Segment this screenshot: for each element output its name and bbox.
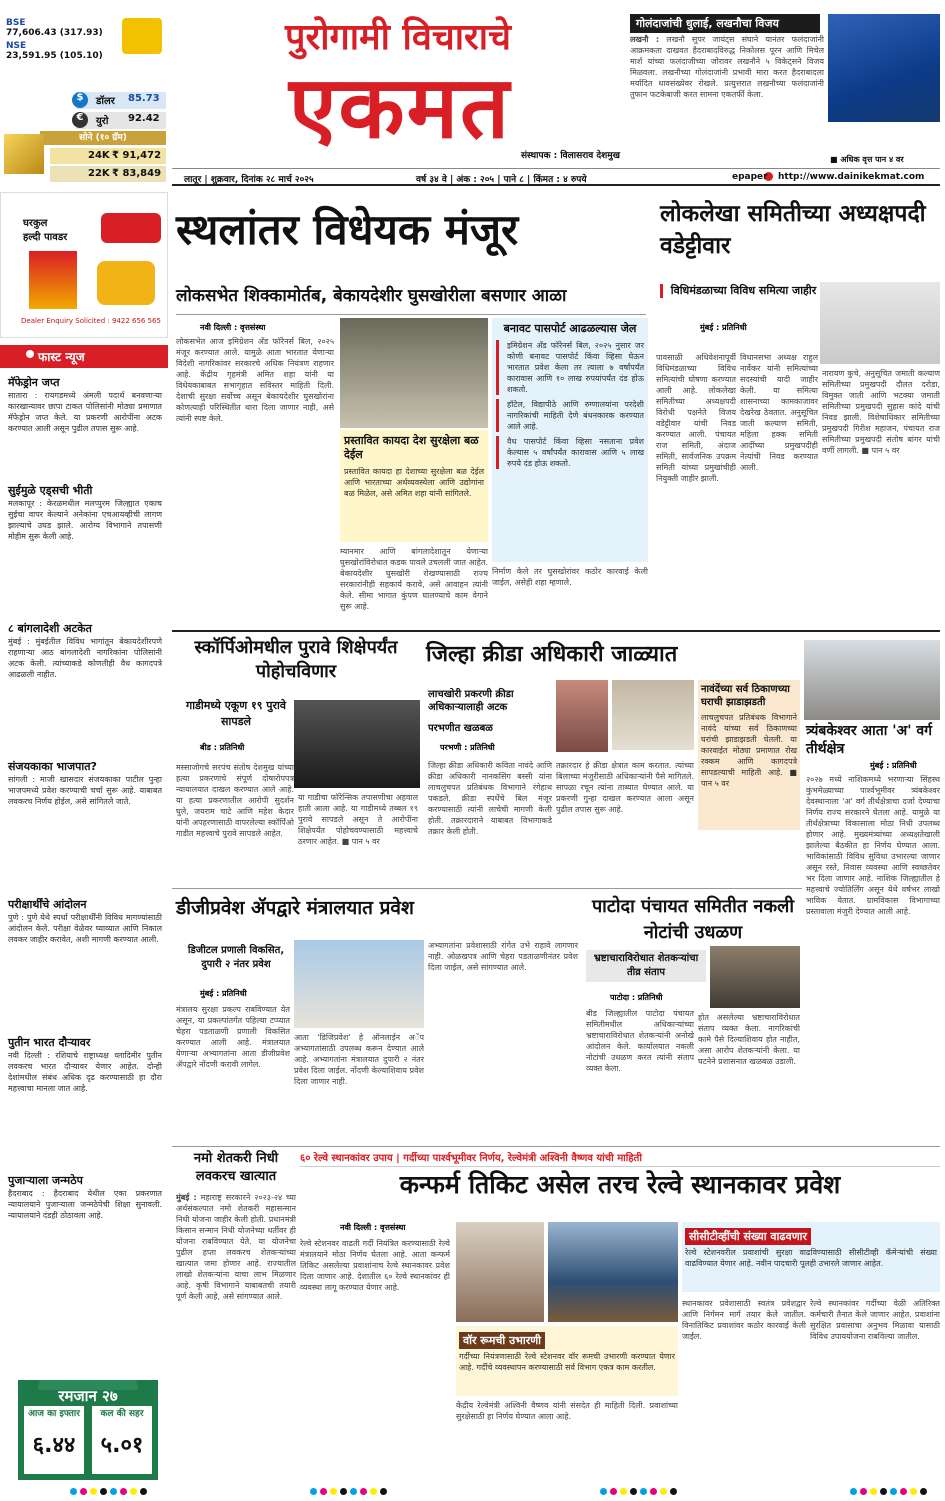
- digipravesh-subhead: डिजीटल प्रणाली विकसित, दुपारी २ नंतर प्रवेश: [187, 945, 285, 970]
- website-link[interactable]: http://www.dainikekmat.com: [778, 172, 925, 182]
- vadettiwar-col-1: पावसाळी अधिवेशनापूर्वी विधिमंडळाच्या विविध समित्यांची घोषणा करण्यात आली आहे. लोकलेखा समितीच्या अध्यक्षपदी विरोधी पक्षनेते विजय वडेट्टीवार यांची निवड करण्यात आली. पंचायत राज समिती, अंदाज समिती, सार्वजनिक उपक्रम समिती यांच्या प्रमुखांचीही नियुक्ती जाहीर झाली.: [656, 353, 736, 483]
- registration-dot: [90, 1488, 97, 1495]
- pm-kisan-byline: मुंबई :: [176, 1193, 197, 1202]
- krida-box-title: नावंदेंच्या सर्व ठिकाणच्या घराची झाडाझडती: [701, 684, 790, 708]
- krida-col-2: तक्रारदार हे क्रीडा क्षेत्रात काम करतात. त्यांच्या बिलाच्या मंजुरीसाठी अधिकाऱ्यांनी पैसे मागितले. सापळा रचून त्यांना ताब्यात घेण्यात आले. या प्रकरणी गुन्हा दाखल करण्यात आला असून पुढील तपास सुरू आहे.: [556, 761, 694, 814]
- registration-dot: [360, 1488, 367, 1495]
- train-photo: [548, 1222, 678, 1322]
- fast-news-heading: संजयकाका भाजपात?: [8, 760, 97, 773]
- passport-title: बनावट पासपोर्ट आढळल्यास जेल: [503, 322, 637, 335]
- fast-news-heading: ८ बांगलादेशी अटकेत: [8, 622, 92, 635]
- fast-news: [0, 345, 168, 1363]
- gold-22-label: 22K: [88, 168, 110, 179]
- registration-dot: [650, 1488, 657, 1495]
- lead-headline: स्थलांतर विधेयक मंजूर: [176, 205, 519, 254]
- war-room-box: [456, 1326, 678, 1396]
- railway-strip: ६० रेल्वे स्थानकांवर उपाय | गर्दीच्या पार्श्वभूमीवर निर्णय, रेल्वेमंत्री अश्विनी वैष्णव यांची माहिती: [300, 1150, 940, 1167]
- fast-news-text: मुंबई : मुंबईतील विविध भागांतून बेकायदेशीरपणे राहणाऱ्या आठ बांगलादेशी नागरिकांना पोलिसांनी अटक केली. त्यांच्याकडे कोणतीही वैध कागदपत्रे आढळली नाहीत.: [8, 637, 162, 679]
- registration-dot: [900, 1488, 907, 1495]
- passport-points: [496, 340, 644, 469]
- registration-dot: [140, 1488, 147, 1495]
- registration-dot: [860, 1488, 867, 1495]
- passport-point: इमिग्रेशन अँड फॉरेनर्स बिल, २०२५ नुसार जर कोणी बनावट पासपोर्ट किंवा व्हिसा घेऊन भारतात प्रवेश केला तर त्याला ७ वर्षांपर्यंत कारावास आणि १० लाख रुपयांपर्यंत दंड होऊ शकतो.: [496, 340, 644, 395]
- edition-date: लातूर | शुक्रवार, दिनांक २८ मार्च २०२५: [184, 175, 314, 185]
- top-story-dateline: लखनौ :: [630, 35, 660, 44]
- top-story-title: गोलंदाजांची धुलाई, लखनौचा विजय: [630, 14, 820, 33]
- sehri-time: ५.०१: [100, 1433, 144, 1458]
- registration-dot: [640, 1488, 647, 1495]
- registration-dot: [670, 1488, 677, 1495]
- patoda-subhead: भ्रष्टाचाराविरोधात शेतकऱ्यांचा तीव्र संताप: [586, 950, 706, 982]
- lead-byline: नवी दिल्ली : वृत्तसंस्था: [200, 323, 266, 332]
- registration-dot: [310, 1488, 317, 1495]
- digipravesh-headline: डीजीप्रवेश ॲपद्वारे मंत्रालयात प्रवेश: [176, 897, 414, 919]
- dollar-value: 85.73: [128, 93, 160, 104]
- cctv-box: [682, 1222, 940, 1292]
- krida-photo-house: [612, 680, 694, 750]
- dollar-label: डॉलर: [96, 96, 115, 107]
- patoda-headline: पाटोदा पंचायत समितीत नकली नोटांची उधळण: [591, 896, 795, 943]
- ramzan-box: [18, 1380, 158, 1480]
- registration-dot: [880, 1488, 887, 1495]
- registration-dot: [70, 1488, 77, 1495]
- euro-icon: €: [72, 112, 88, 128]
- registration-dot: [850, 1488, 857, 1495]
- digipravesh-col-2: आता 'डिजिप्रवेश' हे ऑनलाईन अॅप अभ्यागतांसाठी उपलब्ध करून देण्यात आले आहे. अभ्यागतांना मंत्रालयात दुपारी २ नंतर प्रवेश दिला जाईल. नोंदणी केल्याशिवाय प्रवेश दिला जाणार नाही.: [294, 1033, 424, 1086]
- war-room-text: गर्दीच्या नियंत्रणासाठी रेल्वे स्टेशनवर वॉर रूमची उभारणी करण्यात येणार आहे. गर्दीचे व्यवस्थापन करण्यासाठी सर्व विभाग एकत्र काम करतील.: [459, 1352, 675, 1372]
- krida-headline: जिल्हा क्रीडा अधिकारी जाळ्यात: [426, 642, 678, 667]
- war-room-head: वॉर रूमची उभारणी: [459, 1332, 545, 1349]
- passport-point: हॉटेल, विद्यापीठे आणि रुग्णालयांना परदेशी नागरिकांची माहिती देणे बंधनकारक करण्यात आले आहे.: [496, 399, 644, 432]
- founder-line: संस्थापक : विलासराव देशमुख: [520, 151, 620, 161]
- vaishnaw-photo: [456, 1222, 544, 1322]
- registration-dot: [320, 1488, 327, 1495]
- railway-col-4: रेल्वे स्थानकांवर गर्दीच्या वेळी अतिरिक्त कर्मचारी तैनात केले जाणार आहेत. प्रवाशांना सुरक्षित प्रवासाचा अनुभव मिळावा यासाठी विविध उपाययोजना राबविल्या जातील.: [810, 1299, 940, 1341]
- digipravesh-col-3: अभ्यागतांना प्रवेशासाठी रांगेत उभे राहावे लागणार नाही. ओळखपत्र आणि चेहरा पडताळणीनंतर प्रवेश दिला जाईल, असे सांगण्यात आले.: [428, 941, 578, 972]
- registration-dot: [80, 1488, 87, 1495]
- vadettiwar-byline: मुंबई : प्रतिनिधी: [700, 323, 747, 332]
- vadettiwar-col-3: नारायण कुचे, अनुसूचित जमाती कल्याण समितीच्या प्रमुखपदी दौलत दरोडा, विमुक्त जाती आणि भटक्या जमाती समितीच्या प्रमुखपदी सुहास कांदे यांची निवड झाली. विशेषाधिकार समितीच्या प्रमुखपदी गिरीश महाजन, पंचायत राज समितीच्या प्रमुखपदी संतोष बांगर यांची वर्णी लागली. ■ पान ५ वर: [822, 369, 940, 455]
- masthead-name: एकमत: [288, 58, 512, 158]
- railway-headline: कन्फर्म तिकिट असेल तरच रेल्वे स्थानकावर प्रवेश: [399, 1170, 841, 1199]
- registration-dot: [330, 1488, 337, 1495]
- photo-caption-head: प्रस्तावित कायदा देश सुरक्षेला बळ देईल: [344, 434, 479, 461]
- registration-dot: [910, 1488, 917, 1495]
- pm-kisan-text: महाराष्ट्र सरकारने २०२३-२४ च्या अर्थसंकल्पात नमो शेतकरी महासन्मान निधी योजना जाहीर केली होती. प्रधानमंत्री किसान सन्मान निधी योजनेच्या धर्तीवर ही योजना राबविण्यात येते. या योजनेचा पुढील हप्ता लवकरच शेतकऱ्यांच्या खात्यात जमा होणार आहे. राज्यातील लाखो शेतकऱ्यांना याचा लाभ मिळणार आहे. कृषी विभागाने याबाबतची तयारी पूर्ण केली आहे, असे सांगण्यात आले.: [176, 1193, 296, 1301]
- krida-byline: परभणी : प्रतिनिधी: [440, 743, 495, 752]
- fast-news-text: हैदराबाद : हैदराबाद येथील एका प्रकरणात न्यायालयाने पुजाऱ्याला जन्मठेपेची शिक्षा सुनावली. न्यायालयाने दंडही ठोठावला आहे.: [8, 1189, 162, 1220]
- passport-box: [492, 318, 648, 562]
- euro-value: 92.42: [128, 113, 160, 124]
- railway-col-1: रेल्वे स्टेशनवर वाढती गर्दी नियंत्रित करण्यासाठी रेल्वे मंत्रालयाने मोठा निर्णय घेतला आहे. आता कन्फर्म तिकिट असलेल्या प्रवाशांनाच रेल्वे स्थानकावर प्रवेश दिला जाणार आहे. देशातील ६० रेल्वे स्थानकांवर ही व्यवस्था लागू करण्यात येणार आहे.: [300, 1239, 450, 1292]
- fast-news-heading: पुजाऱ्याला जन्मठेप: [8, 1174, 83, 1187]
- lead-col-3: म्यानमार आणि बांगलादेशातून येणाऱ्या घुसखोरांविरोधात कडक पावले उचलली जात आहेत. बेकायदेशीर घुसखोरी रोखण्यासाठी राज्य सरकारांनीही सहकार्य करावे, असे आवाहन त्यांनी केले. सीमा भागात कुंपण घालण्याचे काम वेगाने सुरू आहे.: [340, 547, 488, 611]
- patoda-byline: पाटोदा : प्रतिनिधी: [610, 993, 663, 1002]
- ad-dealer: Dealer Enquiry Solicited : 9422 656 565: [21, 317, 161, 325]
- ad-product: हल्दी पावडर: [23, 232, 68, 243]
- registration-dot: [600, 1488, 607, 1495]
- krida-subhead-2: परभणीत खळबळ: [428, 723, 493, 734]
- fast-news-text: सांगली : माजी खासदार संजयकाका पाटील पुन्हा भाजपमध्ये प्रवेश करण्याची चर्चा सुरू आहे. याबाबत लवकरच निर्णय होईल, असे सांगितले जाते.: [8, 775, 162, 806]
- gold-24-value: ₹ 91,472: [112, 150, 162, 161]
- nse-value: 23,591.95 (105.10): [6, 51, 103, 61]
- bse-label: BSE: [6, 18, 26, 28]
- cctv-text: रेल्वे स्टेशनवरील प्रवाशांची सुरक्षा वाढविण्यासाठी सीसीटीव्ही कॅमेऱ्यांची संख्या वाढविण्यात येणार आहे. नवीन पादचारी पूलही उभारले जाणार आहेत.: [685, 1248, 937, 1268]
- issue-info: वर्ष ३४ वे | अंक : २०५ | पाने ८ | किंमत : ४ रुपये: [416, 175, 587, 185]
- epaper-label: epaper: [732, 172, 768, 182]
- mantralaya-photo: [294, 940, 424, 1028]
- scorpio-headline: स्कॉर्पिओमधील पुरावे शिक्षेपर्यंत पोहोचविणार: [194, 637, 398, 682]
- scorpio-photo: [294, 700, 420, 788]
- gold-22-value: ₹ 83,849: [112, 168, 162, 179]
- krida-col-1: जिल्हा क्रीडा अधिकारी कविता नावंदे आणि क्रीडा अधिकारी नानकसिंग बस्सी यांना लाचलुचपत प्रतिबंधक विभागाने रंगेहाथ पकडले. क्रीडा स्पर्धेचे बिल मंजूर करण्यासाठी त्यांनी लाचेची मागणी केली होती. तक्रारदाराने याबाबत विभागाकडे तक्रार केली होती.: [428, 761, 552, 836]
- ad-bowl-image: [97, 261, 155, 305]
- digipravesh-col-1: मंत्रालय सुरक्षा प्रकल्प राबविण्यात येत असून, या प्रकल्पांतर्गत पहिल्या टप्प्यात चेहरा पडताळणी प्रणाली विकसित करण्यात आली आहे. मंत्रालयात येणाऱ्या अभ्यागतांना आता डीजीप्रवेश ॲपद्वारे नोंदणी करावी लागेल.: [176, 1005, 290, 1069]
- registration-dot: [340, 1488, 347, 1495]
- top-story-text: लखनौ सुपर जायंट्स संघाने यानंतर फलंदाजांनी आक्रमकता दाखवत हैदराबादविरुद्ध निकोलस पूरन आणि मिचेल मार्श यांच्या फलंदाजीच्या जोरावर लखनौने ५ विकेट्सने विजय मिळवला. लखनौच्या गोलंदाजांनी प्रभावी मारा करत हैदराबादला मर्यादित धावसंख्येवर रोखले. प्रत्युत्तरात लखनौच्या फलंदाजांनी तुफान फटकेबाजी करत सामना एकतर्फी केला.: [630, 35, 824, 99]
- gold-bars-icon: [4, 134, 44, 174]
- patoda-col-1: बीड जिल्ह्यातील पाटोदा पंचायत समितीमधील अधिकाऱ्यांच्या भ्रष्टाचाराविरोधात शेतकऱ्यांनी अनोखे आंदोलन केले. कार्यालयात नकली नोटांची उधळण करत त्यांनी संताप व्यक्त केला.: [586, 1009, 694, 1073]
- ad-brand: घरकुल: [23, 218, 48, 229]
- lead-subhead: लोकसभेत शिक्कामोर्तब, बेकायदेशीर घुसखोरीला बसणार आळा: [176, 286, 567, 306]
- cricket-photo: [828, 14, 940, 122]
- scorpio-subhead: गाडीमध्ये एकूण १९ पुरावे सापडले: [186, 699, 286, 728]
- cctv-head: सीसीटीव्हींची संख्या वाढवणार: [685, 1228, 811, 1245]
- patoda-col-2: होत असलेल्या भ्रष्टाचाराविरोधात संताप व्यक्त केला. नागरिकांची कामे पैसे दिल्याशिवाय होत नाहीत, असा आरोप शेतकऱ्यांनी केला. या घटनेने प्रशासनात खळबळ उडाली.: [698, 1013, 800, 1066]
- digipravesh-byline: मुंबई : प्रतिनिधी: [200, 989, 247, 998]
- amit-shah-photo: [340, 318, 488, 428]
- registration-dot: [370, 1488, 377, 1495]
- fast-news-heading: पुतीन भारत दौऱ्यावर: [8, 1036, 91, 1049]
- registration-dot: [380, 1488, 387, 1495]
- vadettiwar-col-2: विधानसभा अध्यक्ष राहुल नार्वेकर यांनी समित्यांच्या सदस्यांची यादी जाहीर केली. या समित्या शासनाच्या कामकाजावर देखरेख ठेवतात. अनुसूचित जाती कल्याण समिती, महिला हक्क समिती आदींच्या प्रमुखपदीही नेत्यांची निवड करण्यात आली.: [740, 353, 818, 472]
- registration-dot: [920, 1488, 927, 1495]
- railway-col-2: केंद्रीय रेल्वेमंत्री अश्विनी वैष्णव यांनी संसदेत ही माहिती दिली. प्रवाशांच्या सुरक्षेसाठी हा निर्णय घेण्यात आला आहे.: [456, 1401, 678, 1421]
- iftar-label: आज का इफ्तार: [28, 1409, 80, 1419]
- railway-col-3: स्थानकावर प्रवेशासाठी स्वतंत्र प्रवेशद्वार आणि निर्गमन मार्ग तयार केले जातील. विनातिकिट प्रवाशांवर कठोर कारवाई केली जाईल.: [682, 1299, 806, 1341]
- nse-label: NSE: [6, 41, 27, 51]
- fast-news-heading: परीक्षार्थींचे आंदोलन: [8, 898, 87, 911]
- fast-news-text: मलकापूर : केरळमधील मलप्पुरम जिल्ह्यात एकाच सुईचा वापर केल्याने अनेकांना एचआयव्हीची लागण झाल्याचे उघड झाले. आरोग्य विभागाने तपासणी मोहीम सुरू केली आहे.: [8, 499, 162, 541]
- krida-box: [698, 680, 800, 830]
- vadettiwar-photo: [820, 282, 940, 364]
- scorpio-byline: बीड : प्रतिनिधी: [200, 743, 245, 752]
- registration-dot: [100, 1488, 107, 1495]
- fast-news-text: पुणे : पुणे येथे स्पर्धा परीक्षार्थींनी विविध मागण्यांसाठी आंदोलन केले. परीक्षा वेळेवर घ्याव्यात आणि निकाल लवकर जाहीर करावेत, अशी मागणी करण्यात आली.: [8, 913, 162, 944]
- registration-dot: [350, 1488, 357, 1495]
- trimbak-headline: त्र्यंबकेश्वर आता 'अ' वर्ग तीर्थक्षेत्र: [806, 723, 933, 757]
- vadettiwar-subhead: विधिमंडळाच्या विविध समित्या जाहीर: [660, 284, 820, 298]
- registration-dot: [890, 1488, 897, 1495]
- registration-dot: [630, 1488, 637, 1495]
- fast-news-heading: मॅफेड्रोन जप्त: [8, 376, 60, 389]
- trimbak-text: २०२७ मध्ये नाशिकमध्ये भरणाऱ्या सिंहस्थ कुंभमेळ्याच्या पार्श्वभूमीवर त्र्यंबकेश्वर देवस्थानाला 'अ' वर्ग तीर्थक्षेत्राचा दर्जा देण्याचा निर्णय राज्य सरकारने घेतला आहे. यामुळे या तीर्थक्षेत्राच्या विकासाला मोठा निधी उपलब्ध होणार आहे. मुख्यमंत्र्यांच्या अध्यक्षतेखाली झालेल्या बैठकीत हा निर्णय घेण्यात आला. भाविकांसाठी विविध सुविधा उभारल्या जाणार असून रस्ते, निवास व्यवस्था आणि स्वच्छतेवर भर दिला जाणार आहे. नाशिक जिल्ह्यातील हे महत्त्वाचे ज्योतिर्लिंग असून येथे वर्षभर लाखो भाविक येतात. ग्रामविकास विभागाच्या प्रस्तावाला मंजुरी देण्यात आली आहे.: [806, 775, 940, 916]
- top-story: [630, 14, 940, 164]
- registration-dot: [660, 1488, 667, 1495]
- gold-label: सोने (१० ग्रॅम): [40, 131, 166, 145]
- fast-news-heading: सुईमुळे एड्सची भीती: [8, 484, 93, 497]
- scorpio-col-1: मस्साजोगचे सरपंच संतोष देशमुख यांच्या हत्या प्रकरणाचे संपूर्ण दोषारोपपत्र न्यायालयात दाखल करण्यात आले आहे. या हत्या प्रकरणातील आरोपी सुदर्शन घुले, जयराम चाटे आणि महेश केदार यांनी अपहरणासाठी वापरलेल्या स्कॉर्पिओ गाडीत महत्त्वाचे पुरावे सापडले आहेत.: [176, 763, 294, 838]
- scorpio-col-2: या गाडीचा फॉरेन्सिक तपासणीचा अहवाल हाती आला आहे. या गाडीमध्ये तब्बल १९ पुरावे सापडले असून ते आरोपींना शिक्षेपर्यंत पोहोचवण्यासाठी महत्त्वाचे ठरणार आहेत. ■ पान ५ वर: [298, 793, 418, 846]
- sehri-label: कल की सहर: [100, 1409, 144, 1419]
- ad-ghar-kul: [0, 192, 168, 338]
- registration-dot: [120, 1488, 127, 1495]
- photo-caption-text: प्रस्तावित कायदा हा देशाच्या सुरक्षेला बळ देईल आणि भारताच्या अर्थव्यवस्थेला आणि उद्योगांना बळ मिळेल, असे अमित शहा यांनी सांगितले.: [344, 467, 484, 498]
- krida-box-text: लाचलुचपत प्रतिबंधक विभागाने नावंदे यांच्या सर्व ठिकाणच्या घरांची झाडाझडती घेतली. या कारवाईत मोठ्या प्रमाणात रोख रक्कम आणि कागदपत्रे सापडल्याची माहिती आहे. ■ पान ५ वर: [701, 713, 797, 788]
- gold-24-label: 24K: [88, 150, 110, 161]
- euro-label: युरो: [96, 116, 109, 127]
- krida-subhead: लाचखोरी प्रकरणी क्रीडा अधिकाऱ्यालाही अटक: [428, 689, 514, 713]
- railway-byline: नवी दिल्ली : वृत्तसंस्था: [340, 1223, 406, 1232]
- patoda-photo: [710, 946, 800, 1008]
- trimbak-photo: [804, 640, 940, 720]
- trimbak-byline: मुंबई : प्रतिनिधी: [870, 761, 917, 770]
- fast-news-text: नवी दिल्ली : रशियाचे राष्ट्राध्यक्ष व्लादिमीर पुतीन लवकरच भारत दौऱ्यावर येणार आहेत. दोन्ही देशांमधील संबंध अधिक दृढ करण्यासाठी हा दौरा महत्त्वाचा मानला जात आहे.: [8, 1051, 162, 1093]
- ad-logo: [101, 213, 161, 243]
- registration-dot: [110, 1488, 117, 1495]
- pm-kisan-headline: नमो शेतकरी निधी लवकरच खात्यात: [193, 1151, 279, 1184]
- lead-photo-caption: [340, 430, 488, 542]
- passport-text: निर्माण केले तर घुसखोरांवर कठोर कारवाई केली जाईल, असेही शहा म्हणाले.: [492, 567, 648, 587]
- bull-logo: [122, 18, 162, 54]
- masthead-tagline: पुरोगामी विचाराचे: [285, 17, 511, 58]
- fast-news-list: [0, 368, 168, 1306]
- registration-dot: [870, 1488, 877, 1495]
- market-panel: [0, 14, 168, 182]
- passport-point: वैध पासपोर्ट किंवा व्हिसा नसताना प्रवेश केल्यास ५ वर्षांपर्यंत कारावास आणि ५ लाख रुपये दंड होऊ शकतो.: [496, 436, 644, 469]
- ramzan-title: रमजान २७: [58, 1387, 118, 1405]
- ad-packet-image: [29, 251, 77, 309]
- dollar-icon: $: [72, 92, 88, 108]
- top-story-more: ■ अधिक वृत्त पान ४ वर: [830, 155, 904, 164]
- registration-dot: [130, 1488, 137, 1495]
- fast-news-title: फास्ट न्यूज: [0, 345, 168, 368]
- fast-news-icon: [26, 350, 34, 358]
- krida-photo-officer: [556, 680, 608, 752]
- iftar-time: ६.४४: [32, 1433, 76, 1458]
- registration-dot: [620, 1488, 627, 1495]
- bse-value: 77,606.43 (317.93): [6, 28, 103, 38]
- fast-news-text: सातारा : रायगडमध्ये अंमली पदार्थ बनवणाऱ्या कारखान्यावर छापा टाकत पोलिसांनी मोठ्या प्रमाणात मॅफेड्रोन जप्त केले. या प्रकरणी आरोपींना अटक करण्यात आली असून पुढील तपास सुरू आहे.: [8, 391, 162, 433]
- lead-col-1: लोकसभेत आज इमिग्रेशन अँड फॉरेनर्स बिल, २०२५ मंजूर करण्यात आले. यामुळे आता भारतात येणाऱ्या विदेशी नागरिकांवर सरकारचे अधिक नियंत्रण राहणार आहे. केंद्रीय गृहमंत्री अमित शहा यांनी या विधेयकाबाबत सभागृहात सविस्तर माहिती दिली. देशाची सुरक्षा सर्वोच्च असून बेकायदेशीर घुसखोरांना कोणत्याही परिस्थितीत थारा दिला जाणार नाही, असे त्यांनी स्पष्ट केले.: [176, 337, 334, 423]
- registration-dot: [610, 1488, 617, 1495]
- vadettiwar-headline: लोकलेखा समितीच्या अध्यक्षपदी वडेट्टीवार: [660, 201, 926, 259]
